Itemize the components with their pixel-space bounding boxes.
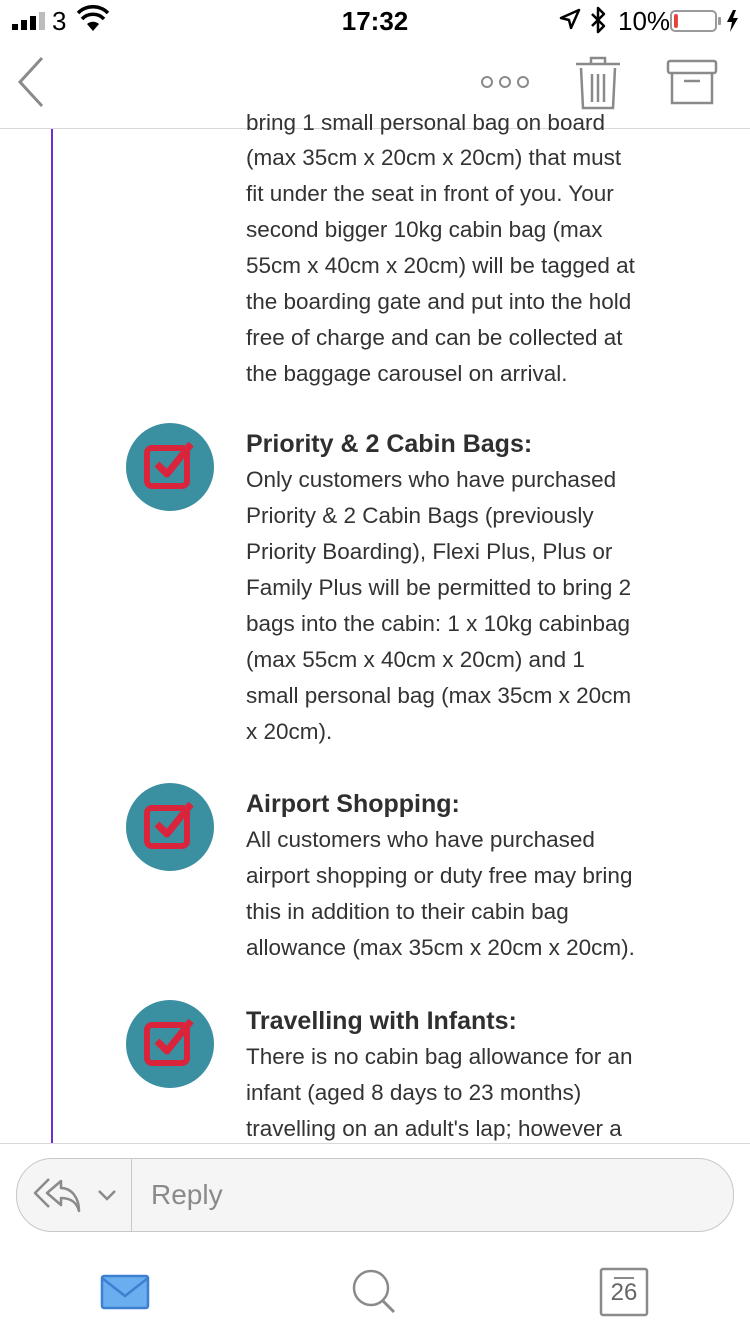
body-line: infant (aged 8 days to 23 months) [246,1080,582,1105]
reply-field [16,1158,734,1232]
location-icon [560,9,580,29]
status-bar [0,0,750,40]
calendar-tab[interactable] [598,1266,650,1318]
section-priority [246,426,686,750]
checkbox-check-icon [125,782,215,872]
email-body [0,110,750,1143]
search-icon[interactable] [350,1266,398,1318]
clock: 17:32 [341,6,409,36]
trash-icon[interactable] [574,56,622,110]
body-line: Priority & 2 Cabin Bags (previously [246,503,594,528]
quote-bar [51,129,53,1143]
body-line: airport shopping or duty free may bring [246,863,633,888]
body-line: (max 55cm x 40cm x 20cm) and 1 [246,647,585,672]
intro-paragraph [246,140,686,392]
body-line: free of charge and can be collected at [246,325,623,350]
body-line: Family Plus will be permitted to bring 2 [246,575,632,600]
reply-options-button[interactable] [17,1159,132,1231]
mail-icon[interactable] [100,1266,150,1318]
body-line: Only customers who have purchased [246,467,617,492]
archive-icon[interactable] [666,58,718,106]
body-line: (max 35cm x 20cm x 20cm) that must [246,145,622,170]
reply-input[interactable]: Reply [151,1179,223,1210]
more-dots-icon[interactable] [478,70,532,94]
body-line: travelling on an adult's lap; however a [246,1116,622,1141]
bluetooth-icon [590,7,606,33]
body-line: this in addition to their cabin bag [246,899,569,924]
section-heading: Priority & 2 Cabin Bags: [246,430,533,458]
section-airport-shopping [246,786,686,966]
body-line: bags into the cabin: 1 x 10kg cabinbag [246,611,631,636]
body-line: the baggage carousel on arrival. [246,361,568,386]
battery-icon [670,9,740,33]
chevron-down-icon [97,1189,117,1201]
body-line: x 20cm). [246,719,333,744]
body-line: All customers who have purchased [246,827,595,852]
body-line: fit under the seat in front of you. Your [246,181,614,206]
battery-level-fill [674,14,678,28]
body-line: the boarding gate and put into the hold [246,289,632,314]
body-line: small personal bag (max 35cm x 20cm [246,683,632,708]
charging-icon [727,10,738,32]
body-line: allowance (max 35cm x 20cm x 20cm). [246,935,635,960]
checkbox-check-icon [125,999,215,1089]
partial-line: bring 1 small personal bag on board [246,110,605,135]
carrier-name: 3 [52,6,67,36]
section-infants [246,1003,686,1147]
battery-percent: 10% [618,6,671,36]
body-line: There is no cabin bag allowance for an [246,1044,633,1069]
calendar-date: 26 [610,1279,638,1306]
back-chevron-icon[interactable] [14,54,50,110]
body-line: 55cm x 40cm x 20cm) will be tagged at [246,253,635,278]
section-heading: Travelling with Infants: [246,1007,517,1035]
reply-all-icon [33,1177,81,1213]
section-heading: Airport Shopping: [246,790,460,818]
checkbox-check-icon [125,422,215,512]
body-line: second bigger 10kg cabin bag (max [246,217,603,242]
body-line: Priority Boarding), Flexi Plus, Plus or [246,539,613,564]
